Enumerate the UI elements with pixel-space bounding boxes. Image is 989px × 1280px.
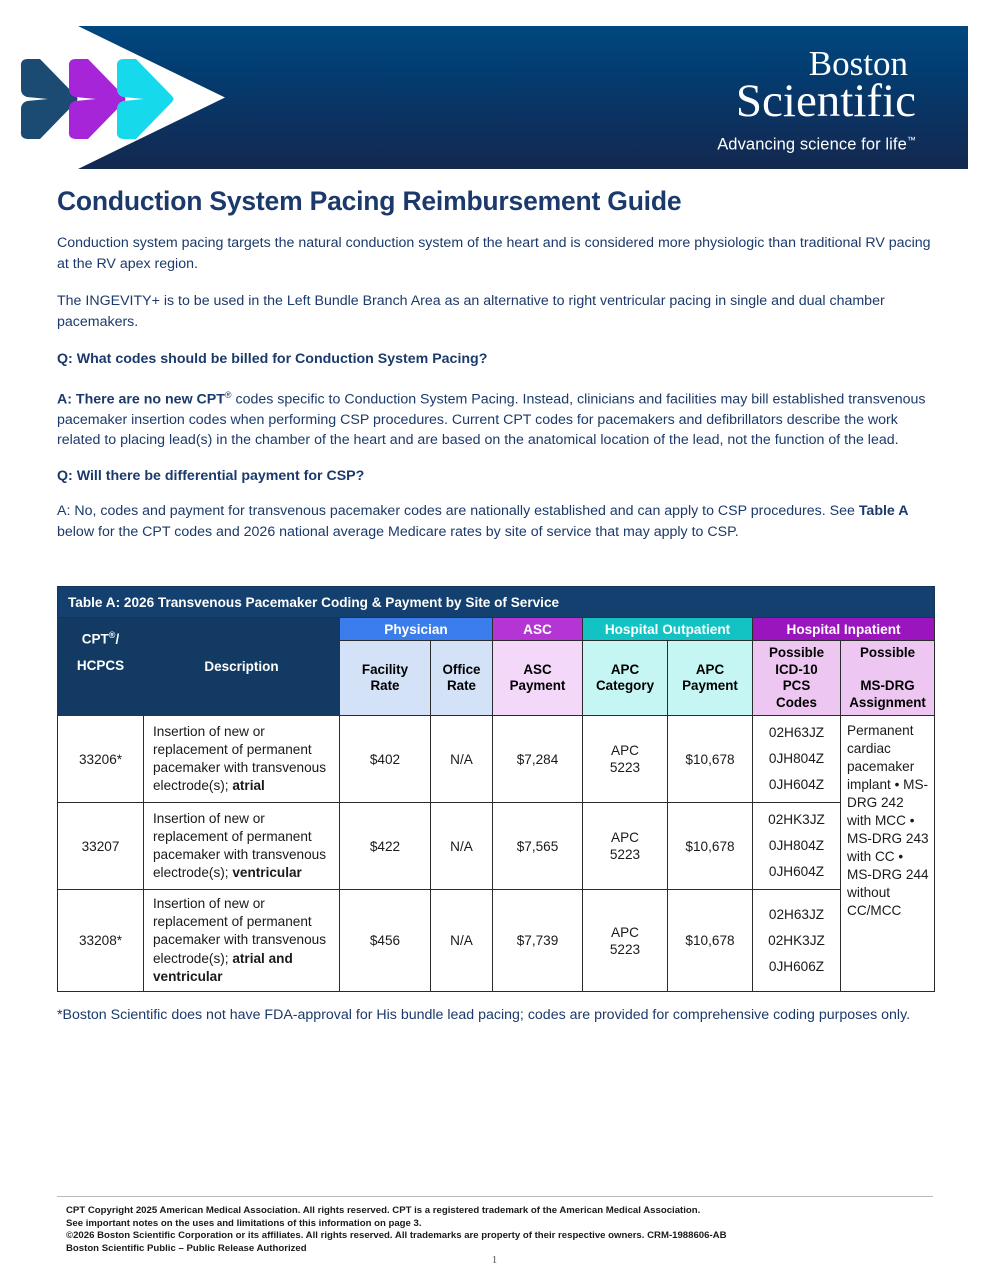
- icd10-line-4: Codes: [776, 694, 817, 710]
- description-bold: ventricular: [232, 865, 302, 881]
- cell-facility-rate: $456: [340, 890, 431, 992]
- hcpcs-label: HCPCS: [76, 657, 125, 673]
- column-header-icd10-pcs-codes: [753, 641, 841, 716]
- apc-cat-line-2: 5223: [609, 847, 641, 862]
- column-header-description: Description: [144, 618, 340, 716]
- column-header-apc-category: [583, 641, 668, 716]
- cell-apc-payment: $10,678: [668, 890, 753, 992]
- table-title: Table A: 2026 Transvenous Pacemaker Coding & Payment by Site of Service: [58, 587, 935, 618]
- cell-cpt-code: 33206*: [58, 716, 144, 803]
- cell-office-rate: N/A: [431, 890, 493, 992]
- brand-tagline: [586, 130, 916, 155]
- footer-line-2: See important notes on the uses and limitations of this information on page 3.: [66, 1217, 422, 1229]
- description-plain: Insertion of new or replacement of permanent pacemaker with transvenous electrode(s);: [153, 810, 327, 881]
- group-header-hospital-inpatient: Hospital Inpatient: [753, 618, 935, 641]
- group-header-physician: Physician: [340, 618, 493, 641]
- icd10-code: 0JH804Z: [768, 751, 825, 766]
- column-header-asc-payment: [493, 641, 583, 716]
- icd10-code: 02H63JZ: [768, 906, 825, 922]
- column-header-office-rate: [431, 641, 493, 716]
- description-bold: atrial and ventricular: [153, 950, 293, 984]
- tagline-text: Advancing science for life: [717, 135, 907, 154]
- table-a-container: [57, 586, 934, 992]
- apc-payment-line-2: Payment: [682, 678, 738, 693]
- cell-asc-payment: $7,739: [493, 890, 583, 992]
- apc-cat-line-1: APC: [611, 924, 639, 940]
- icd10-line-2: ICD-10: [775, 661, 818, 677]
- cell-apc-category: [583, 890, 668, 992]
- question-1: Q: What codes should be billed for Conduction System Pacing?: [57, 351, 488, 367]
- cell-description: [144, 716, 340, 803]
- msdrg-entry: • MS-DRG 243 with CC: [847, 813, 929, 864]
- icd10-code: 0JH604Z: [768, 864, 825, 879]
- group-header-hospital-outpatient: Hospital Outpatient: [583, 618, 753, 641]
- table-group-header-row: [58, 618, 935, 641]
- icd10-code: 02HK3JZ: [768, 812, 825, 827]
- cell-apc-payment: $10,678: [668, 803, 753, 890]
- cell-icd10-codes: [753, 716, 841, 803]
- chevron-cyan-icon: [114, 56, 176, 142]
- cell-msdrg-assignment: [841, 716, 935, 992]
- office-rate-line-2: Rate: [446, 678, 477, 693]
- apc-category-line-2: Category: [595, 678, 655, 693]
- cell-cpt-code: 33207: [58, 803, 144, 890]
- icd10-line-1: Possible: [768, 645, 825, 660]
- asc-payment-line-1: ASC: [523, 661, 552, 677]
- answer-2: [57, 501, 933, 542]
- cell-facility-rate: $422: [340, 803, 431, 890]
- table-footnote: *Boston Scientific does not have FDA-approval for His bundle lead pacing; codes are provided for comprehensive coding purposes only.: [57, 1007, 911, 1023]
- coding-payment-table: [57, 586, 935, 992]
- column-header-apc-payment: [668, 641, 753, 716]
- description-bold: atrial: [232, 778, 265, 794]
- msdrg-entry: • MS-DRG 244 without CC/MCC: [847, 849, 929, 918]
- column-header-msdrg-assignment: [841, 641, 935, 716]
- icd10-line-3: PCS: [782, 678, 811, 693]
- answer-1: [57, 385, 933, 451]
- apc-payment-line-1: APC: [695, 661, 725, 677]
- icd10-code: 0JH606Z: [768, 958, 825, 974]
- intro-paragraph-1: Conduction system pacing targets the natural conduction system of the heart and is considered more physiologic than traditional RV pacing at the RV apex region.: [57, 235, 931, 272]
- msdrg-entry: Permanent cardiac pacemaker implant: [847, 723, 915, 792]
- cell-apc-category: [583, 716, 668, 803]
- wordmark-line-1: Boston: [808, 44, 908, 83]
- footer-divider: [57, 1196, 933, 1197]
- cpt-slash: /: [115, 631, 120, 647]
- cell-asc-payment: $7,565: [493, 803, 583, 890]
- table-row: [58, 803, 935, 890]
- icd10-code: 0JH604Z: [768, 777, 825, 792]
- brand-wordmark: [586, 44, 916, 155]
- asc-payment-line-2: Payment: [509, 678, 566, 693]
- apc-cat-line-2: 5223: [609, 760, 641, 775]
- answer-2-part-2: below for the CPT codes and 2026 national average Medicare rates by site of service that may apply to CSP.: [57, 523, 739, 540]
- question-2: Q: Will there be differential payment for CSP?: [57, 467, 365, 484]
- cell-apc-category: [583, 803, 668, 890]
- cell-apc-payment: $10,678: [668, 716, 753, 803]
- footer-line-3: ©2026 Boston Scientific Corporation or its affiliates. All rights reserved. All trademarks are property of their respective owners. CRM-1988606-AB: [66, 1230, 727, 1242]
- boston-scientific-chevron-logo: [18, 56, 208, 142]
- description-plain: Insertion of new or replacement of permanent pacemaker with transvenous electrode(s);: [153, 723, 327, 794]
- intro-paragraph-2: The INGEVITY+ is to be used in the Left Bundle Branch Area as an alternative to right ventricular pacing in single and dual chamber pacemakers.: [57, 293, 885, 330]
- facility-rate-line-1: Facility: [361, 661, 409, 677]
- page-number: 1: [491, 1254, 498, 1266]
- page-footer: [66, 1205, 942, 1255]
- icd10-code: 0JH804Z: [768, 838, 825, 853]
- msdrg-line-4: Assignment: [849, 694, 926, 710]
- footer-line-1: CPT Copyright 2025 American Medical Association. All rights reserved. CPT is a registered trademark of the American Medical Association.: [66, 1205, 701, 1216]
- cell-asc-payment: $7,284: [493, 716, 583, 803]
- cell-description: [144, 890, 340, 992]
- facility-rate-line-2: Rate: [370, 678, 400, 693]
- table-title-row: [58, 587, 935, 618]
- page-header-banner: [0, 26, 968, 169]
- registered-mark-icon: ®: [224, 389, 232, 400]
- table-row: [58, 716, 935, 803]
- apc-cat-line-2: 5223: [609, 941, 641, 957]
- cell-icd10-codes: [753, 890, 841, 992]
- cell-cpt-code: 33208*: [58, 890, 144, 992]
- column-header-facility-rate: [340, 641, 431, 716]
- apc-cat-line-1: APC: [611, 830, 639, 845]
- cell-description: [144, 803, 340, 890]
- description-plain: Insertion of new or replacement of permanent pacemaker with transvenous electrode(s);: [153, 896, 327, 966]
- trademark-symbol: ™: [906, 135, 916, 145]
- cpt-label: CPT: [81, 631, 109, 647]
- table-row: [58, 890, 935, 992]
- cell-facility-rate: $402: [340, 716, 431, 803]
- answer-2-part-1: A: No, codes and payment for transvenous pacemaker codes are nationally established and can apply to CSP procedures. See: [57, 503, 859, 520]
- column-header-cpt-hcpcs: [58, 618, 144, 716]
- apc-cat-line-1: APC: [611, 743, 639, 758]
- icd10-code: 02HK3JZ: [768, 932, 825, 948]
- cell-icd10-codes: [753, 803, 841, 890]
- cell-office-rate: N/A: [431, 803, 493, 890]
- cell-office-rate: N/A: [431, 716, 493, 803]
- answer-2-table-ref: Table A: [858, 503, 909, 520]
- page-title: Conduction System Pacing Reimbursement Guide: [57, 186, 682, 216]
- answer-1-lead: A: There are no new CPT: [57, 391, 225, 408]
- group-header-asc: ASC: [493, 618, 583, 641]
- msdrg-line-3: MS-DRG: [860, 678, 915, 693]
- answer-1-rest: codes specific to Conduction System Pacing. Instead, clinicians and facilities may bill established transvenous pacemaker insertion codes when performing CSP procedures. Current CPT codes for pacemakers and defibrillators describe the work related to placing lead(s) in the chamber of the heart and are based on the anatomical location of the lead, not the function of the lead.: [57, 391, 926, 449]
- document-body: [57, 186, 933, 557]
- footer-line-4: Boston Scientific Public – Public Release Authorized: [66, 1242, 307, 1254]
- msdrg-line-1: Possible: [859, 645, 916, 660]
- office-rate-line-1: Office: [442, 661, 481, 677]
- msdrg-entry: • MS-DRG 242 with MCC: [847, 777, 929, 828]
- apc-category-line-1: APC: [610, 661, 640, 677]
- wordmark-line-2: Scientific: [735, 75, 916, 127]
- registered-mark-icon: ®: [108, 630, 116, 640]
- icd10-code: 02H63JZ: [768, 725, 825, 740]
